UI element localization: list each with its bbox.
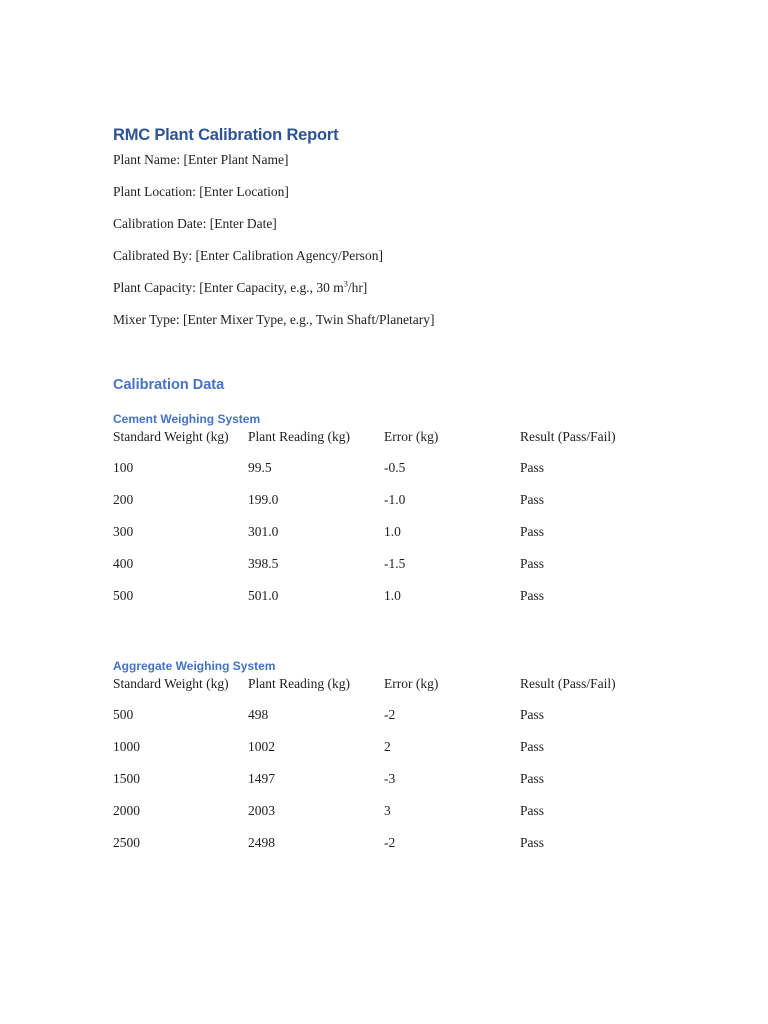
table-header-row <box>113 427 653 458</box>
calibration-date-line: Calibration Date: [Enter Date] <box>113 216 277 231</box>
result-cell: Pass <box>520 524 545 539</box>
plant-capacity-line <box>113 279 673 297</box>
result-cell: Pass <box>520 803 545 818</box>
cement-section-heading: Cement Weighing System <box>113 412 261 426</box>
error-cell: -2 <box>384 707 396 722</box>
error-cell: 1.0 <box>384 588 401 603</box>
calibrated-by-line: Calibrated By: [Enter Calibration Agency/Person] <box>113 248 383 263</box>
plant-reading-cell: 1002 <box>248 739 275 754</box>
standard-weight-cell: 300 <box>113 524 134 539</box>
column-header-standard-weight: Standard Weight (kg) <box>113 676 229 691</box>
error-cell: -2 <box>384 835 396 850</box>
table-header-row <box>113 674 653 705</box>
plant-capacity-unit: /hr] <box>347 280 368 295</box>
column-header-standard-weight: Standard Weight (kg) <box>113 429 229 444</box>
plant-capacity-text: Plant Capacity: [Enter Capacity, e.g., 30 m <box>113 280 344 295</box>
table-row <box>113 522 653 554</box>
plant-name-line: Plant Name: [Enter Plant Name] <box>113 152 289 167</box>
standard-weight-cell: 1000 <box>113 739 140 754</box>
result-cell: Pass <box>520 460 545 475</box>
standard-weight-cell: 2500 <box>113 835 140 850</box>
report-title: RMC Plant Calibration Report <box>113 126 339 144</box>
result-cell: Pass <box>520 739 545 754</box>
standard-weight-cell: 100 <box>113 460 134 475</box>
result-cell: Pass <box>520 492 545 507</box>
column-header-result: Result (Pass/Fail) <box>520 429 616 444</box>
column-header-error: Error (kg) <box>384 676 439 691</box>
table-row <box>113 554 653 586</box>
table-row <box>113 833 653 865</box>
plant-location-line: Plant Location: [Enter Location] <box>113 184 289 199</box>
standard-weight-cell: 400 <box>113 556 134 571</box>
result-cell: Pass <box>520 588 545 603</box>
plant-reading-cell: 99.5 <box>248 460 272 475</box>
table-row <box>113 490 653 522</box>
standard-weight-cell: 2000 <box>113 803 140 818</box>
calibration-data-heading: Calibration Data <box>113 377 225 393</box>
column-header-plant-reading: Plant Reading (kg) <box>248 429 350 444</box>
result-cell: Pass <box>520 771 545 786</box>
plant-reading-cell: 2003 <box>248 803 275 818</box>
error-cell: 2 <box>384 739 391 754</box>
column-header-result: Result (Pass/Fail) <box>520 676 616 691</box>
error-cell: 3 <box>384 803 391 818</box>
table-row <box>113 586 653 618</box>
standard-weight-cell: 1500 <box>113 771 140 786</box>
error-cell: 1.0 <box>384 524 401 539</box>
error-cell: -1.5 <box>384 556 406 571</box>
plant-reading-cell: 1497 <box>248 771 275 786</box>
table-row <box>113 769 653 801</box>
column-header-error: Error (kg) <box>384 429 439 444</box>
standard-weight-cell: 500 <box>113 707 134 722</box>
plant-reading-cell: 199.0 <box>248 492 279 507</box>
plant-reading-cell: 498 <box>248 707 269 722</box>
cement-calibration-table <box>113 427 653 618</box>
plant-reading-cell: 301.0 <box>248 524 279 539</box>
standard-weight-cell: 200 <box>113 492 134 507</box>
result-cell: Pass <box>520 556 545 571</box>
plant-reading-cell: 398.5 <box>248 556 279 571</box>
table-row <box>113 737 653 769</box>
report-page <box>113 123 673 865</box>
result-cell: Pass <box>520 707 545 722</box>
mixer-type-line: Mixer Type: [Enter Mixer Type, e.g., Twin Shaft/Planetary] <box>113 312 435 327</box>
aggregate-calibration-table <box>113 674 653 865</box>
result-cell: Pass <box>520 835 545 850</box>
table-row <box>113 801 653 833</box>
column-header-plant-reading: Plant Reading (kg) <box>248 676 350 691</box>
error-cell: -0.5 <box>384 460 406 475</box>
table-row <box>113 705 653 737</box>
table-row <box>113 458 653 490</box>
plant-capacity-superscript: 3 <box>343 279 348 289</box>
plant-reading-cell: 501.0 <box>248 588 279 603</box>
aggregate-section-heading: Aggregate Weighing System <box>113 659 276 673</box>
plant-reading-cell: 2498 <box>248 835 275 850</box>
error-cell: -1.0 <box>384 492 406 507</box>
standard-weight-cell: 500 <box>113 588 134 603</box>
error-cell: -3 <box>384 771 396 786</box>
